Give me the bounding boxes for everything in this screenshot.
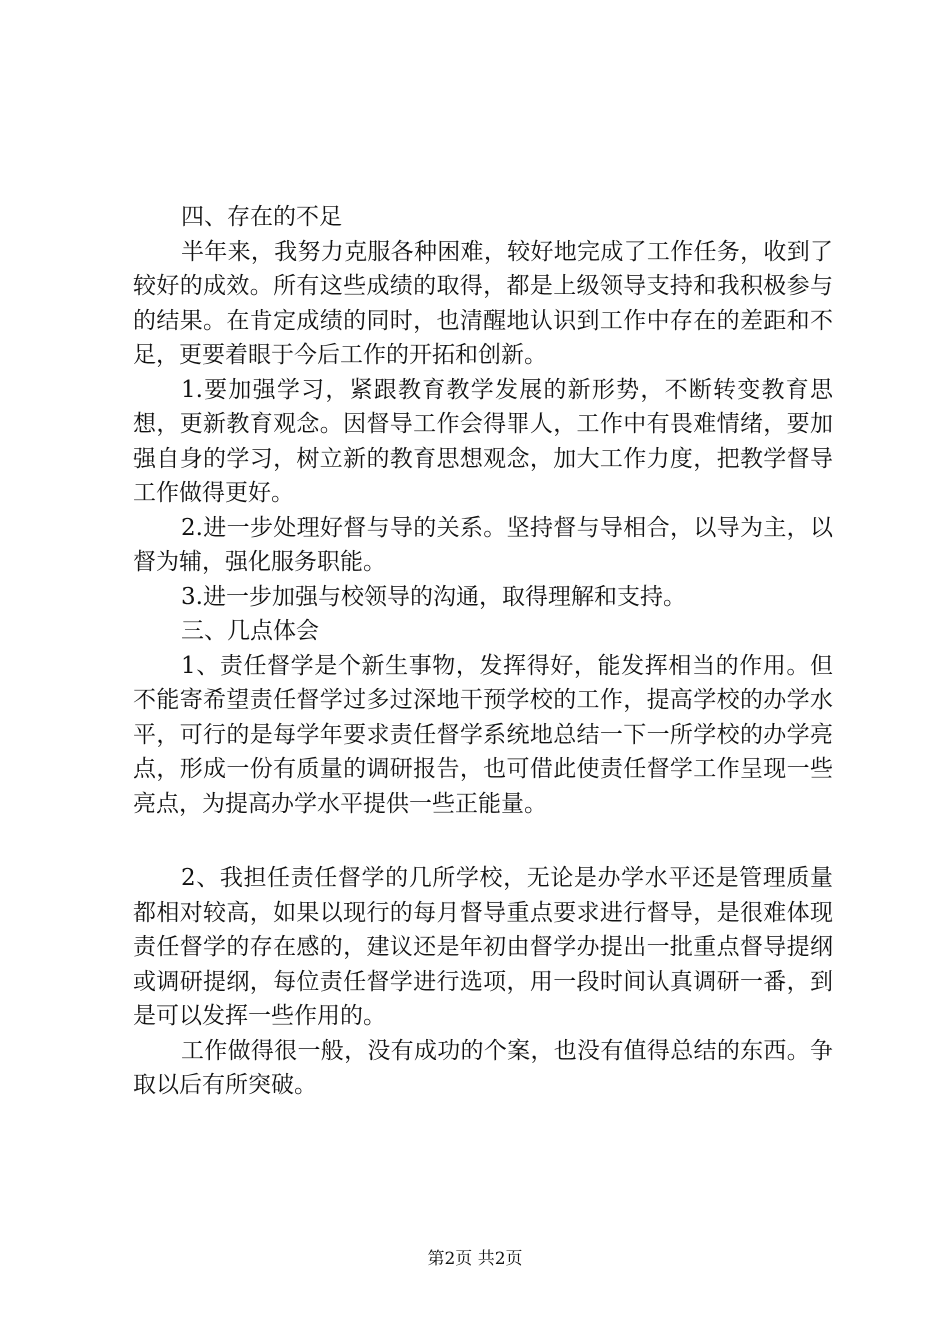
section-heading-reflections: 三、几点体会: [181, 618, 319, 644]
document-body: [133, 200, 833, 1103]
paragraph-item-2: 2.进一步处理好督与导的关系。坚持督与导相合，以导为主，以督为辅，强化服务职能。: [133, 514, 833, 575]
paragraph-item-3: 3.进一步加强与校领导的沟通，取得理解和支持。: [181, 583, 686, 610]
page-number-footer: 第2页 共2页: [427, 1249, 523, 1269]
paragraph-item-1: 1.要加强学习，紧跟教育教学发展的新形势，不断转变教育思想，更新教育观念。因督导工作会得罪人，工作中有畏难情绪，要加强自身的学习，树立新的教育思想观念，加大工作力度，把教学督导工作做得更好。: [133, 376, 833, 506]
section-heading-shortcomings: 四、存在的不足: [181, 204, 342, 230]
paragraph-closing: 工作做得很一般，没有成功的个案，也没有值得总结的东西。争取以后有所突破。: [133, 1037, 833, 1098]
paragraph-reflection-1: 1、责任督学是个新生事物，发挥得好，能发挥相当的作用。但不能寄希望责任督学过多过深地干预学校的工作，提高学校的办学水平，可行的是每学年要求责任督学系统地总结一下一所学校的办学亮点，形成一份有质量的调研报告，也可借此使责任督学工作呈现一些亮点，为提高办学水平提供一些正能量。: [133, 652, 833, 817]
paragraph-reflection-2: 2、我担任责任督学的几所学校，无论是办学水平还是管理质量都相对较高，如果以现行的每月督导重点要求进行督导，是很难体现责任督学的存在感的，建议还是年初由督学办提出一批重点督导提纲或调研提纲，每位责任督学进行选项，用一段时间认真调研一番，到是可以发挥一些作用的。: [133, 865, 833, 1029]
paragraph-summary: 半年来，我努力克服各种困难，较好地完成了工作任务，收到了较好的成效。所有这些成绩的取得，都是上级领导支持和我积极参与的结果。在肯定成绩的同时，也清醒地认识到工作中存在的差距和不足，更要着眼于今后工作的开拓和创新。: [133, 238, 833, 368]
